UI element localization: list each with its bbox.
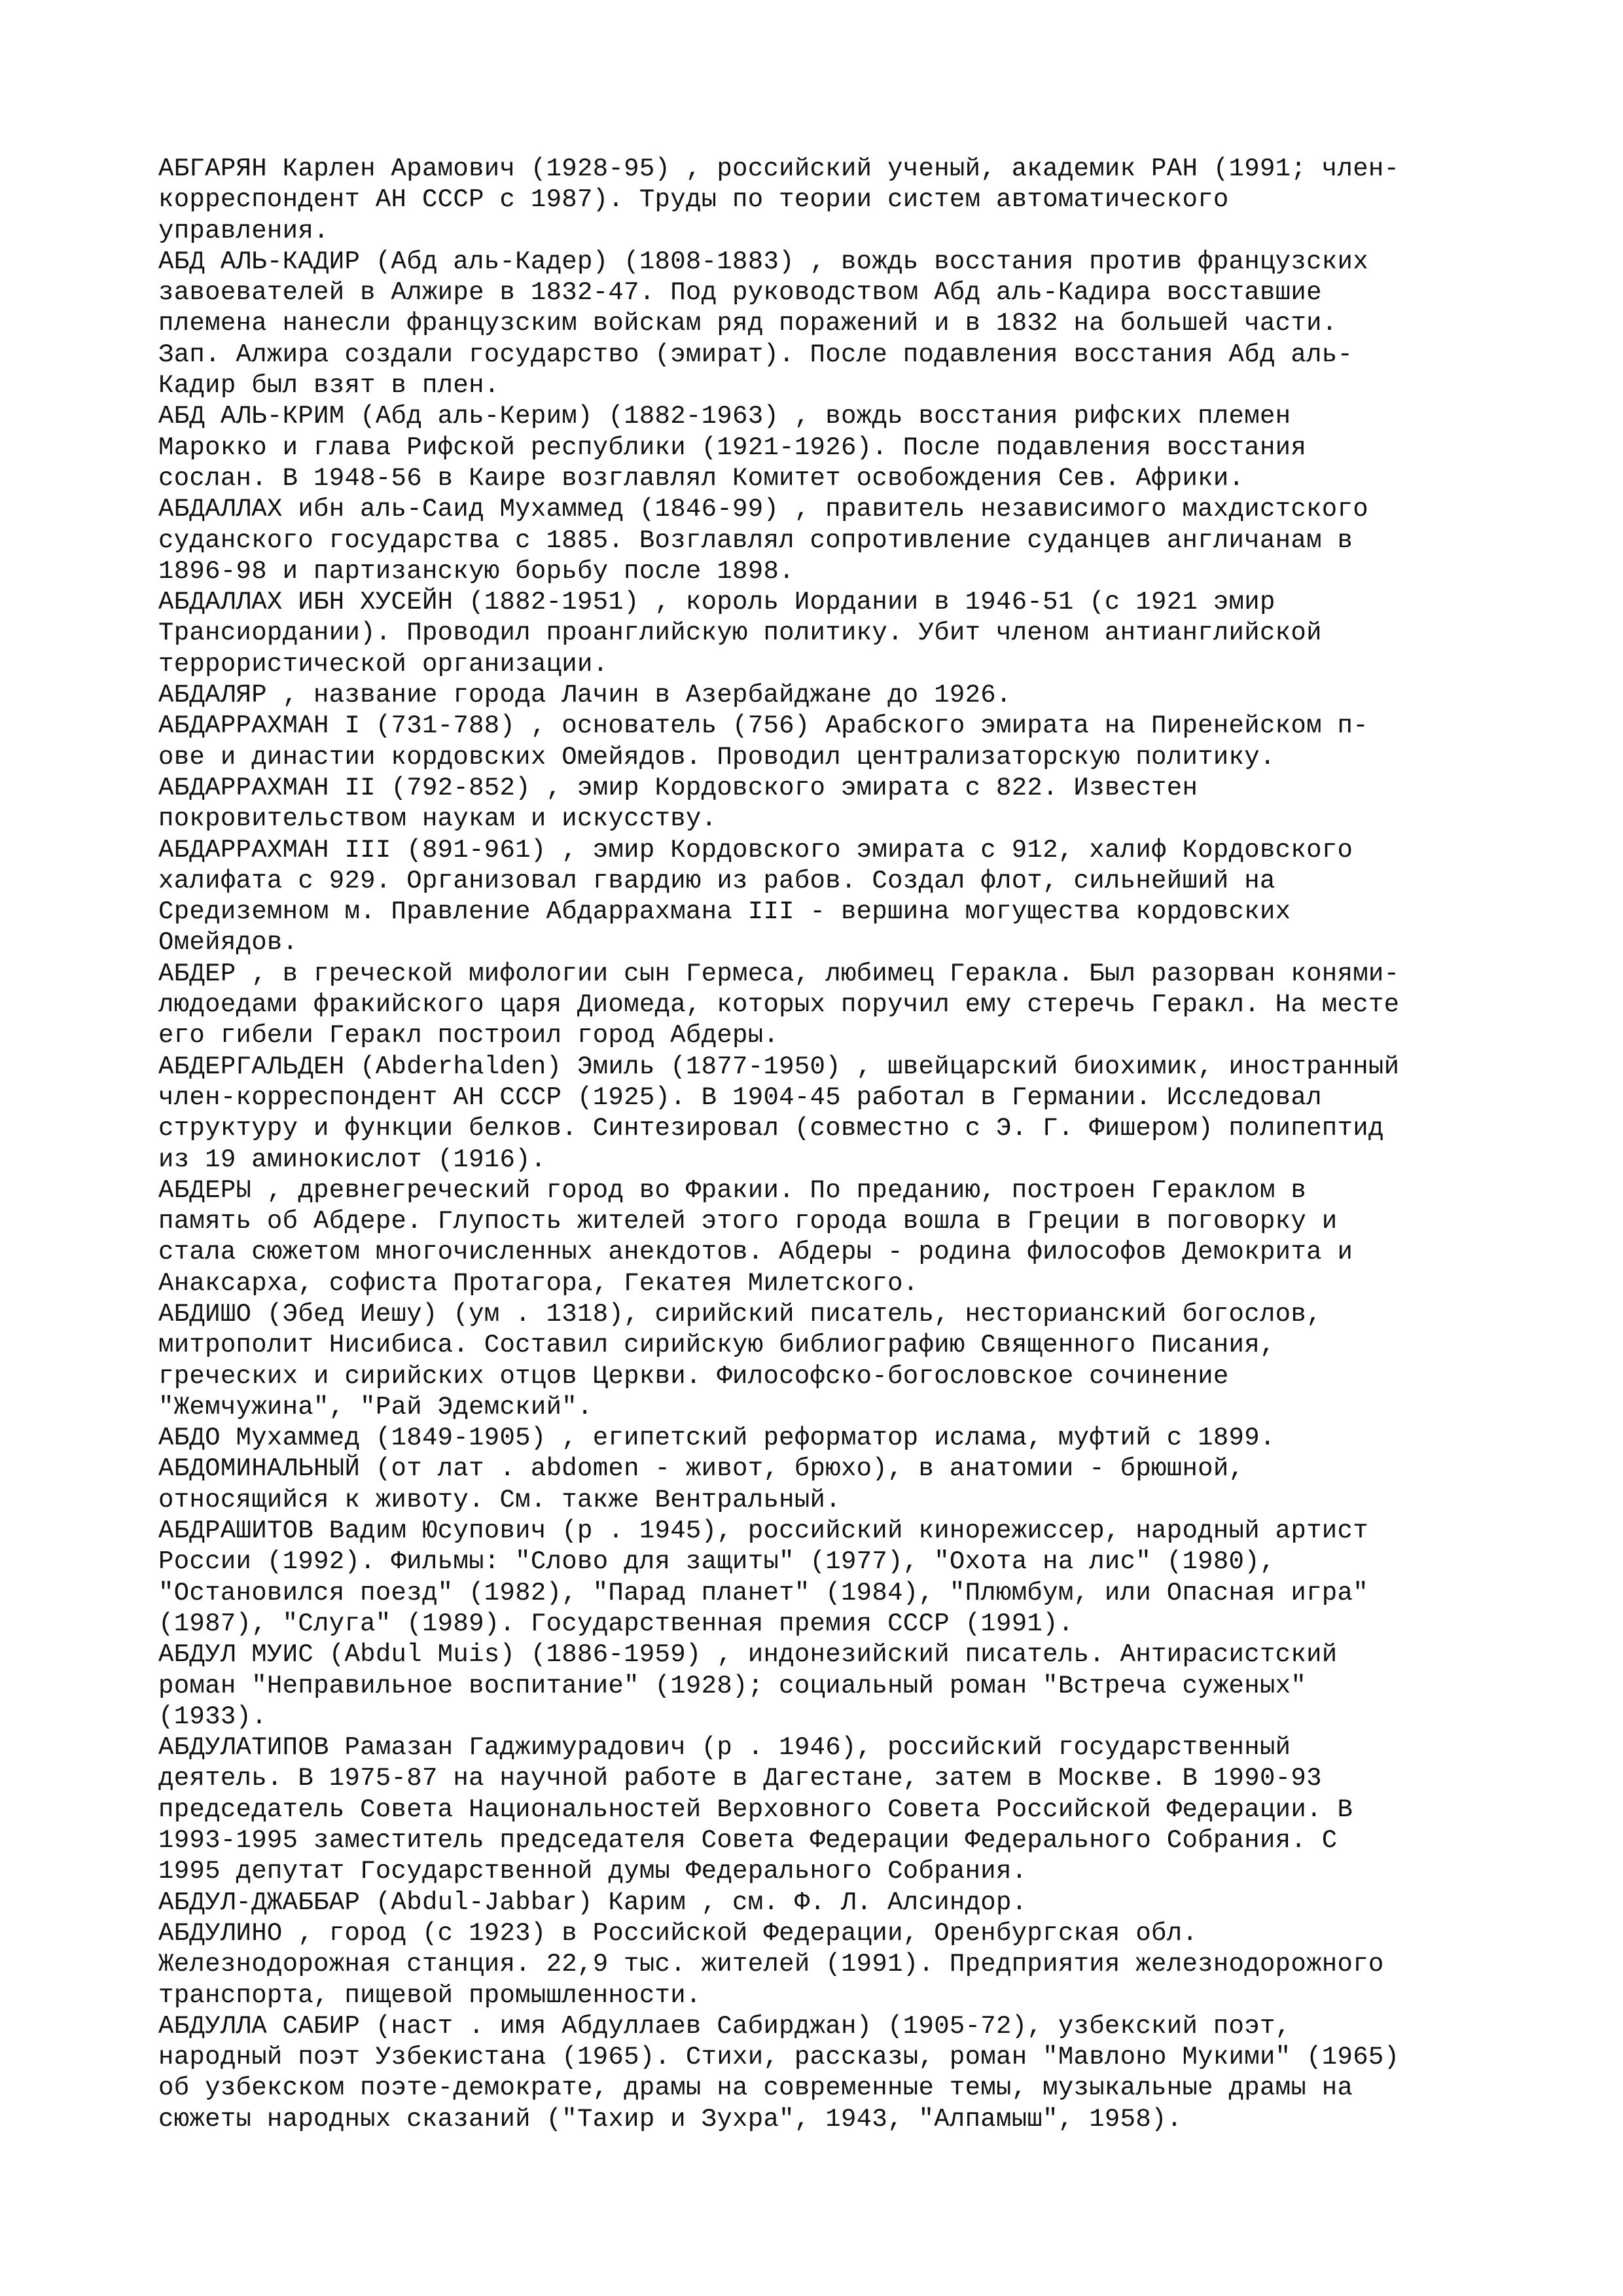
text-line: об узбекском поэте-демократе, драмы на современные темы, музыкальные драмы на [158,2073,1353,2103]
text-line: АБДОМИНАЛЬНЫЙ (от лат . abdomen - живот, брюхо), в анатомии - брюшной, [158,1454,1245,1484]
text-line: АБДАРРАХМАН I (731-788) , основатель (756) Арабского эмирата на Пиренейском п- [158,711,1368,741]
text-line: завоевателей в Алжире в 1832-47. Под руководством Абд аль-Кадира восставшие [158,278,1322,308]
text-line: халифата с 929. Организовал гвардию из рабов. Создал флот, сильнейший на [158,866,1275,895]
text-line: АБДУЛАТИПОВ Рамазан Гаджимурадович (р . 1946), российский государственный [158,1733,1291,1763]
text-line: управления. [158,216,329,245]
text-line: Средиземном м. Правление Абдаррахмана III - вершина могущества кордовских [158,897,1291,927]
text-line: Кадир был взят в плен. [158,371,500,401]
text-line: АБГАРЯН Карлен Арамович (1928-95) , российский ученый, академик РАН (1991; член- [158,154,1400,183]
text-line: племена нанесли французским войскам ряд поражений и в 1832 на большей части. [158,309,1338,338]
text-line: АБДАРРАХМАН II (792-852) , эмир Кордовского эмирата с 822. Известен [158,773,1198,802]
text-line: ове и династии кордовских Омейядов. Проводил централизаторскую политику. [158,742,1275,772]
text-line: АБДЕР , в греческой мифологии сын Гермеса, любимец Геракла. Был разорван конями- [158,959,1400,988]
text-line: греческих и сирийских отцов Церкви. Философско-богословское сочинение [158,1361,1229,1391]
text-line: суданского государства с 1885. Возглавлял сопротивление суданцев англичанам в [158,526,1353,555]
text-line: народный поэт Узбекистана (1965). Стихи, рассказы, роман "Мавлоно Мукими" (1965) [158,2043,1400,2072]
text-line: память об Абдере. Глупость жителей этого города вошла в Греции в поговорку и [158,1207,1338,1236]
text-line: людоедами фракийского царя Диомеда, которых поручил ему стеречь Геракл. На месте [158,990,1400,1020]
text-line: АБДАРРАХМАН III (891-961) , эмир Кордовского эмирата с 912, халиф Кордовского [158,835,1353,865]
text-line: России (1992). Фильмы: "Слово для защиты" (1977), "Охота на лис" (1980), [158,1547,1275,1577]
text-line: 1995 депутат Государственной думы Федерального Собрания. [158,1857,1027,1886]
text-line: АБДУЛ-ДЖАББАР (Abdul-Jabbar) Карим , см. Ф. Л. Алсиндор. [158,1888,1027,1917]
text-line: 1993-1995 заместитель председателя Совета Федерации Федерального Собрания. С [158,1826,1338,1856]
text-line: из 19 аминокислот (1916). [158,1145,546,1174]
text-line: деятель. В 1975-87 на научной работе в Дагестане, затем в Москве. В 1990-93 [158,1764,1322,1793]
text-line: сюжеты народных сказаний ("Тахир и Зухра", 1943, "Алпамыш", 1958). [158,2104,1183,2134]
text-line: Трансиордании). Проводил проанглийскую политику. Убит членом антианглийской [158,619,1322,648]
text-line: роман "Неправильное воспитание" (1928); социальный роман "Встреча суженых" [158,1671,1307,1700]
text-line: председатель Совета Национальностей Верховного Совета Российской Федерации. В [158,1795,1353,1824]
text-line: Зап. Алжира создали государство (эмират). После подавления восстания Абд аль- [158,340,1353,369]
text-line: 1896-98 и партизанскую борьбу после 1898. [158,556,794,586]
text-line: террористической организации. [158,649,609,679]
text-line: Омейядов. [158,928,298,958]
text-line: структуру и функции белков. Синтезировал (совместно с Э. Г. Фишером) полипептид [158,1114,1384,1143]
text-line: стала сюжетом многочисленных анекдотов. Абдеры - родина философов Демокрита и [158,1238,1353,1267]
text-line: Железнодорожная станция. 22,9 тыс. жителей (1991). Предприятия железнодорожного [158,1950,1384,1979]
text-line: АБДО Мухаммед (1849-1905) , египетский реформатор ислама, муфтий с 1899. [158,1424,1275,1453]
text-line: АБДАЛЯР , название города Лачин в Азербайджане до 1926. [158,681,1012,710]
text-line: (1933). [158,1702,267,1731]
text-line: АБДУЛ МУИС (Abdul Muis) (1886-1959) , индонезийский писатель. Антирасистский [158,1640,1338,1670]
text-line: сослан. В 1948-56 в Каире возглавлял Комитет освобождения Сев. Африки. [158,463,1245,493]
text-line: АБД АЛЬ-КРИМ (Абд аль-Керим) (1882-1963) , вождь восстания рифских племен [158,402,1291,431]
document-page [158,154,1493,2135]
text-line: член-корреспондент АН СССР (1925). В 1904-45 работал в Германии. Исследовал [158,1083,1322,1112]
text-line: митрополит Нисибиса. Составил сирийскую библиографию Священного Писания, [158,1331,1275,1360]
text-line: АБДУЛЛА САБИР (наст . имя Абдуллаев Сабирджан) (1905-72), узбекский поэт, [158,2011,1291,2041]
text-line: АБДАЛЛАХ ибн аль-Саид Мухаммед (1846-99) , правитель независимого махдистского [158,495,1368,524]
text-line: относящийся к животу. См. также Вентральный. [158,1485,841,1515]
text-line: АБДУЛИНО , город (с 1923) в Российской Федерации, Оренбургская обл. [158,1918,1198,1948]
text-line: АБД АЛЬ-КАДИР (Абд аль-Кадер) (1808-1883) , вождь восстания против французских [158,247,1368,276]
text-line: его гибели Геракл построил город Абдеры. [158,1021,779,1050]
text-line: "Жемчужина", "Рай Эдемский". [158,1392,593,1422]
text-line: покровительством наукам и искусству. [158,804,717,834]
text-line: Марокко и глава Рифской республики (1921-1926). После подавления восстания [158,433,1307,462]
text-line: АБДЕРЫ , древнегреческий город во Фракии. По преданию, построен Гераклом в [158,1175,1307,1205]
text-line: АБДЕРГАЛЬДЕН (Abderhalden) Эмиль (1877-1950) , швейцарский биохимик, иностранный [158,1052,1400,1081]
text-line: корреспондент АН СССР с 1987). Труды по теории систем автоматического [158,185,1229,215]
text-line: транспорта, пищевой промышленности. [158,1981,702,2010]
text-line: (1987), "Слуга" (1989). Государственная премия СССР (1991). [158,1609,1074,1638]
text-line: АБДРАШИТОВ Вадим Юсупович (р . 1945), российский кинорежиссер, народный артист [158,1516,1368,1546]
text-line: Анаксарха, софиста Протагора, Гекатея Милетского. [158,1268,919,1298]
text-line: АБДАЛЛАХ ИБН ХУСЕЙН (1882-1951) , король Иордании в 1946-51 (с 1921 эмир [158,588,1275,617]
text-line: АБДИШО (Эбед Иешу) (ум . 1318), сирийский писатель, несторианский богослов, [158,1299,1322,1329]
text-line: "Остановился поезд" (1982), "Парад планет" (1984), "Плюмбум, или Опасная игра" [158,1578,1368,1607]
